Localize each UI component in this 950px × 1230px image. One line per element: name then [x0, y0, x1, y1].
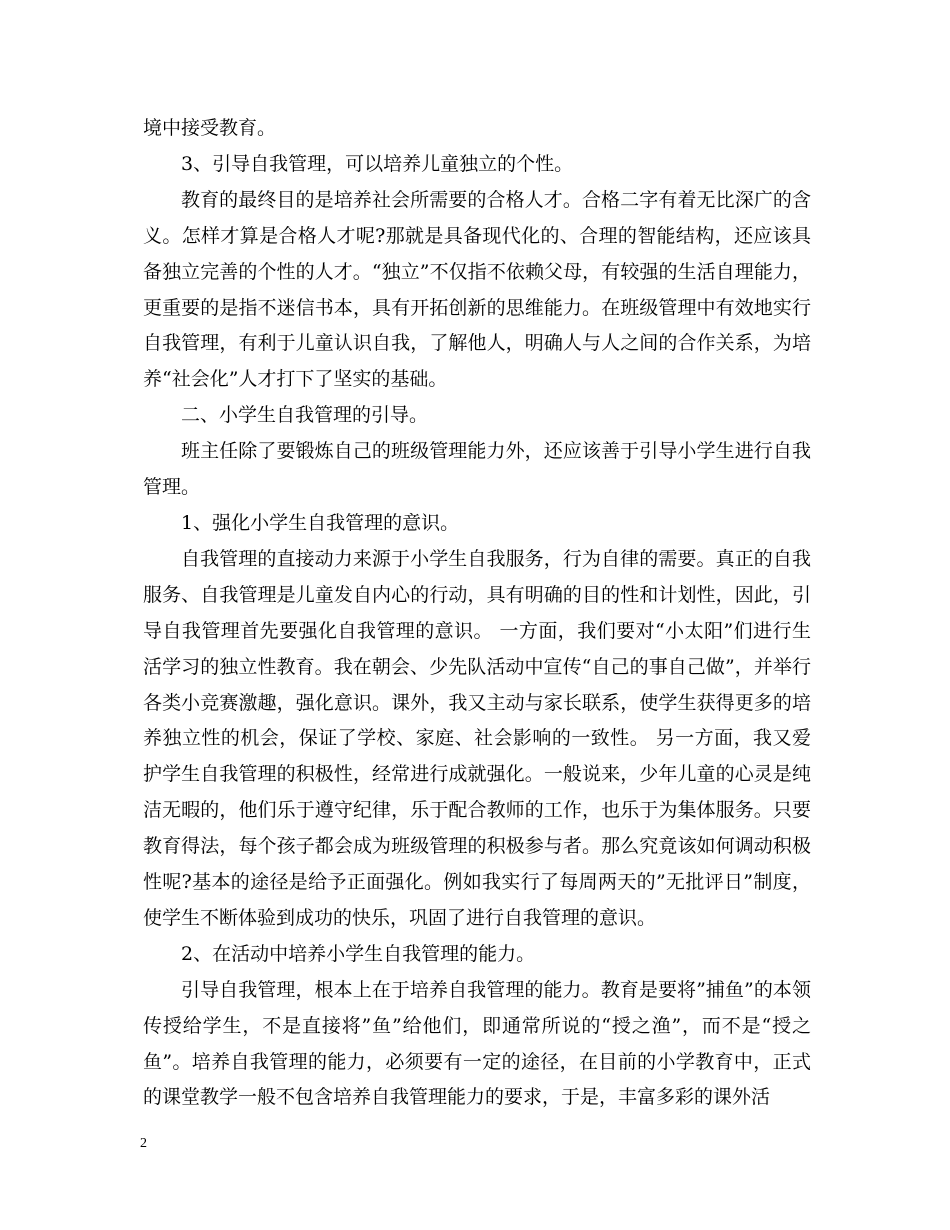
paragraph-teacher-role: 班主任除了要锻炼自己的班级管理能力外，还应该善于引导小学生进行自我管理。: [143, 440, 811, 499]
page-number: 2: [140, 1136, 147, 1151]
section-heading-2: 二、小学生自我管理的引导。: [181, 404, 429, 427]
paragraph-education-goal: 教育的最终目的是培养社会所需要的合格人才。合格二字有着无比深广的含义。怎样才算是合格人才呢?那就是具备现代化的、合理的智能结构，还应该具备独立完善的个性的人才。“独立”不仅指不依赖父母，有较强的生活自理能力，更重要的是指不迷信书本，具有开拓创新的思维能力。在班级管理中有效地实行自我管理，有利于儿童认识自我，了解他人，明确人与人之间的合作关系，为培养“社会化”人才打下了坚实的基础。: [143, 188, 811, 391]
paragraph-self-management-awareness: 自我管理的直接动力来源于小学生自我服务，行为自律的需要。真正的自我服务、自我管理是儿童发自内心的行动，具有明确的目的性和计划性，因此，引导自我管理首先要强化自我管理的意识。 一方面，我们要对“小太阳”们进行生活学习的独立性教育。我在朝会、少先队活动中宣传“自己的事自己做”，并举行各类小竞赛激趣，强化意识。课外，我又主动与家长联系，使学生获得更多的培养独立性的机会，保证了学校、家庭、社会影响的一致性。 另一方面，我又爱护学生自我管理的积极性，经常进行成就强化。一般说来，少年儿童的心灵是纯洁无暇的，他们乐于遵守纪律，乐于配合教师的工作，也乐于为集体服务。只要教育得法，每个孩子都会成为班级管理的积极参与者。那么究竟该如何调动积极性呢?基本的途径是给予正面强化。例如我实行了每周两天的”无批评日”制度，使学生不断体验到成功的快乐，巩固了进行自我管理的意识。: [143, 547, 811, 929]
paragraph-self-management-ability: 引导自我管理，根本上在于培养自我管理的能力。教育是要将”捕鱼”的本领传授给学生，不是直接将”鱼”给他们，即通常所说的“授之渔”，而不是“授之鱼”。培养自我管理的能力，必须要有一定的途径，在目前的小学教育中，正式的课堂教学一般不包含培养自我管理能力的要求，于是，丰富多彩的课外活: [143, 978, 811, 1109]
document-body: [143, 111, 811, 1116]
paragraph-heading-2: 2、在活动中培养小学生自我管理的能力。: [181, 942, 536, 965]
paragraph-continuation: 境中接受教育。: [143, 117, 277, 139]
paragraph-heading-3: 3、引导自我管理，可以培养儿童独立的个性。: [181, 152, 574, 175]
paragraph-heading-1: 1、强化小学生自我管理的意识。: [181, 511, 460, 534]
